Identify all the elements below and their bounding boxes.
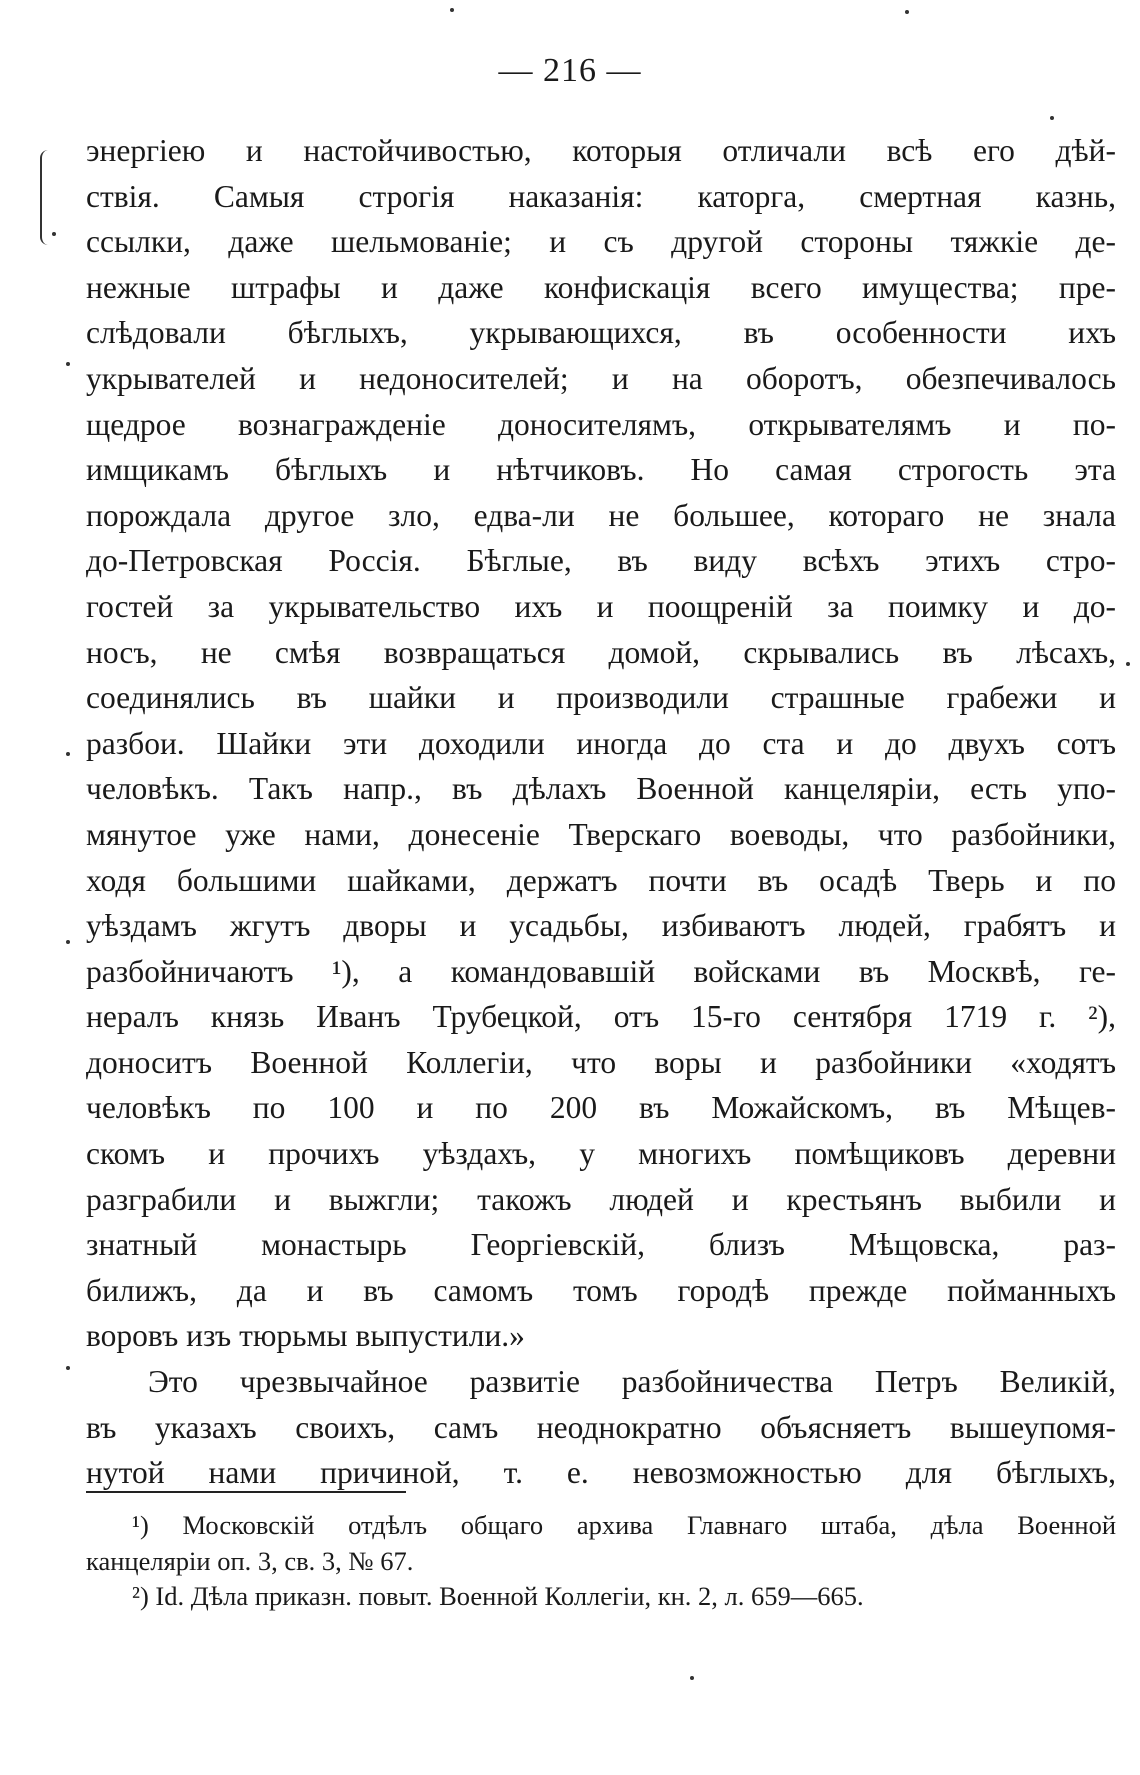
- text-line: имщикамъ бѣглыхъ и нѣтчиковъ. Но самая строгость эта: [86, 452, 1116, 488]
- text-line: ходя большими шайками, держатъ почти въ осадѣ Тверь и по: [86, 862, 1116, 898]
- body-text: [86, 128, 1116, 1496]
- ink-speck: [905, 10, 909, 14]
- text-line: нежные штрафы и даже конфискація всего имущества; пре-: [86, 269, 1116, 305]
- ink-speck: [66, 1366, 70, 1370]
- text-line: разграбили и выжгли; такожъ людей и крестьянъ выбили и: [86, 1181, 1116, 1217]
- text-line: носъ, не смѣя возвращаться домой, скрывались въ лѣсахъ,: [86, 634, 1116, 670]
- text-line: въ указахъ своихъ, самъ неоднократно объясняетъ вышеупомя-: [86, 1409, 1116, 1445]
- text-line: слѣдовали бѣглыхъ, укрывающихся, въ особенности ихъ: [86, 315, 1116, 351]
- footnote-line: ¹) Московскій отдѣлъ общаго архива Главнаго штаба, дѣла Военной: [132, 1510, 1116, 1540]
- text-line: уѣздамъ жгутъ дворы и усадьбы, избиваютъ людей, грабятъ и: [86, 908, 1116, 944]
- text-line: нералъ князь Иванъ Трубецкой, отъ 15-го сентября 1719 г. ²),: [86, 999, 1116, 1035]
- text-line: разбои. Шайки эти доходили иногда до ста и до двухъ сотъ: [86, 725, 1116, 761]
- ink-speck: [690, 1676, 694, 1680]
- text-line: Это чрезвычайное развитіе разбойничества Петръ Великій,: [148, 1364, 1116, 1400]
- text-line: нутой нами причиной, т. е. невозможностью для бѣглыхъ,: [86, 1455, 1116, 1491]
- text-line: укрывателей и недоносителей; и на оборотъ, обезпечивалось: [86, 360, 1116, 396]
- ink-speck: [450, 8, 454, 12]
- text-line: человѣкъ. Такъ напр., въ дѣлахъ Военной канцеляріи, есть упо-: [86, 771, 1116, 807]
- text-line: щедрое вознагражденіе доносителямъ, открывателямъ и по-: [86, 406, 1116, 442]
- text-line: воровъ изъ тюрьмы выпустили.»: [86, 1318, 525, 1354]
- text-line: порождала другое зло, едва-ли не большее, котораго не знала: [86, 497, 1116, 533]
- footnote-line: канцеляріи оп. 3, св. 3, № 67.: [86, 1545, 414, 1576]
- page-number: — 216 —: [498, 52, 642, 89]
- ink-speck: [66, 940, 70, 944]
- ink-speck: [1050, 116, 1054, 120]
- text-line: человѣкъ по 100 и по 200 въ Можайскомъ, въ Мѣщев-: [86, 1090, 1116, 1126]
- margin-pencil-mark: [40, 150, 56, 245]
- ink-speck: [52, 232, 56, 236]
- ink-speck: [66, 752, 70, 756]
- footnotes: [86, 1508, 1116, 1615]
- text-line: до-Петровская Россія. Бѣглые, въ виду всѣхъ этихъ стро-: [86, 543, 1116, 579]
- ink-speck: [66, 362, 70, 366]
- text-line: ствія. Самыя строгія наказанія: каторга, смертная казнь,: [86, 178, 1116, 214]
- text-line: энергіею и настойчивостью, которыя отличали всѣ его дѣй-: [86, 133, 1116, 168]
- text-line: знатный монастырь Георгіевскій, близъ Мѣщовска, раз-: [86, 1227, 1116, 1263]
- ink-speck: [1126, 662, 1130, 666]
- text-line: разбойничаютъ ¹), а командовавшій войсками въ Москвѣ, ге-: [86, 953, 1116, 989]
- text-line: мянутое уже нами, донесеніе Тверскаго воеводы, что разбойники,: [86, 816, 1116, 852]
- text-line: соединялись въ шайки и производили страшные грабежи и: [86, 680, 1116, 716]
- text-line: билижъ, да и въ самомъ томъ городѣ прежде пойманныхъ: [86, 1272, 1116, 1308]
- text-line: доноситъ Военной Коллегіи, что воры и разбойники «ходятъ: [86, 1044, 1116, 1080]
- text-line: ссылки, даже шельмованіе; и съ другой стороны тяжкіе де-: [86, 224, 1116, 260]
- text-line: скомъ и прочихъ уѣздахъ, у многихъ помѣщиковъ деревни: [86, 1136, 1116, 1172]
- footnote-line: ²) Id. Дѣла приказн. повыт. Военной Коллегіи, кн. 2, л. 659—665.: [132, 1581, 864, 1611]
- text-line: гостей за укрывательство ихъ и поощреній за поимку и до-: [86, 588, 1116, 624]
- footnote-divider: [86, 1491, 406, 1493]
